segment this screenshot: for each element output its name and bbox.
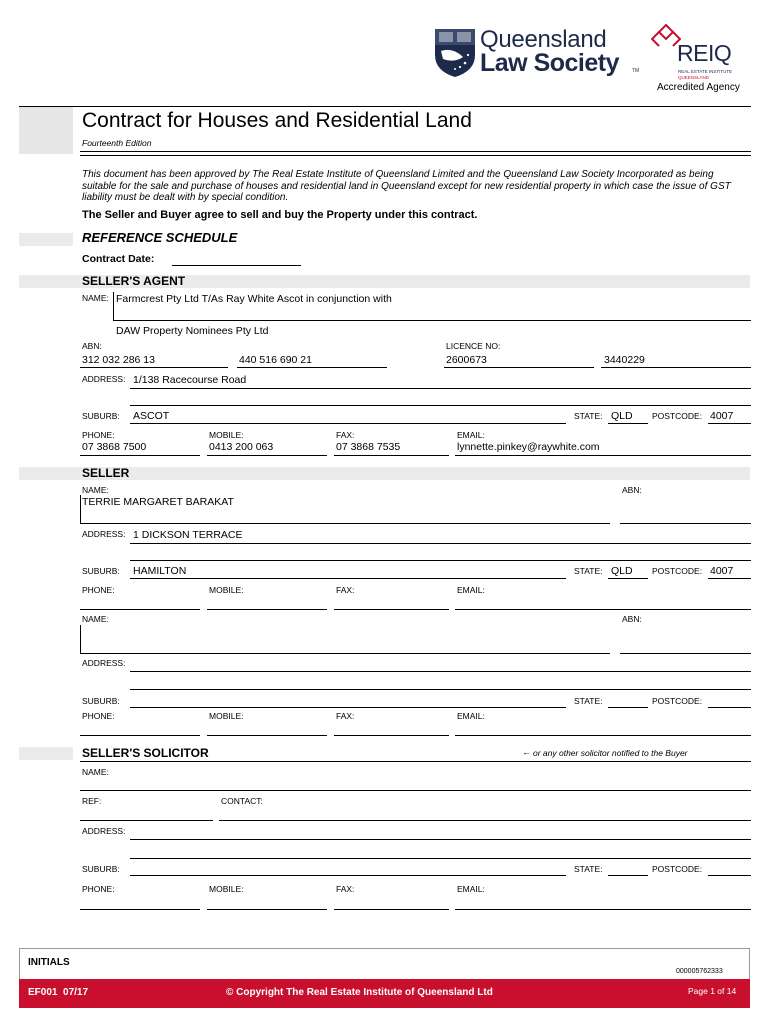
- solicitor-email-label: EMAIL:: [457, 884, 485, 894]
- solicitor-note: or any other solicitor notified to the Buyer: [533, 748, 688, 758]
- solicitor-fax-label: FAX:: [336, 884, 355, 894]
- seller2-phone-label: PHONE:: [82, 711, 115, 721]
- agent-phone-label: PHONE:: [82, 430, 115, 440]
- seller1-phone-field[interactable]: [80, 609, 200, 610]
- seller2-suburb-label: SUBURB:: [82, 696, 120, 706]
- agent-postcode-field[interactable]: [708, 423, 751, 424]
- seller1-suburb: HAMILTON: [133, 565, 187, 577]
- qls-trademark: TM: [632, 68, 640, 74]
- reiq-subtitle-2: QUEENSLAND: [678, 75, 710, 80]
- agent-fax-label: FAX:: [336, 430, 355, 440]
- agent-address-field-2[interactable]: [130, 405, 751, 406]
- qls-crest: [433, 27, 477, 79]
- solicitor-ref-field[interactable]: [80, 820, 213, 821]
- seller2-state-field[interactable]: [608, 707, 648, 708]
- solicitor-state-field[interactable]: [608, 875, 648, 876]
- seller1-postcode: 4007: [710, 565, 734, 577]
- agent-state: QLD: [611, 410, 633, 422]
- seller2-phone-field[interactable]: [80, 735, 200, 736]
- solicitor-mobile-field[interactable]: [207, 909, 327, 910]
- seller1-name-marker: [80, 495, 81, 523]
- agent-name-marker: [113, 292, 114, 320]
- agent-phone: 07 3868 7500: [82, 441, 147, 453]
- solicitor-suburb-field[interactable]: [130, 875, 566, 876]
- agent-suburb-field[interactable]: [130, 423, 566, 424]
- solicitor-name-field[interactable]: [80, 790, 751, 791]
- seller1-postcode-field[interactable]: [708, 578, 751, 579]
- agent-abn-label: ABN:: [82, 341, 102, 351]
- seller2-fax-label: FAX:: [336, 711, 355, 721]
- seller1-postcode-label: POSTCODE:: [652, 566, 703, 576]
- seller2-name-field[interactable]: [80, 653, 610, 654]
- agent-state-field[interactable]: [608, 423, 648, 424]
- agent-abn-1-field[interactable]: [80, 367, 228, 368]
- accredited-agency: Accredited Agency: [657, 82, 740, 93]
- seller2-postcode-label: POSTCODE:: [652, 696, 703, 706]
- solicitor-address-field-2[interactable]: [130, 858, 751, 859]
- seller1-fax-label: FAX:: [336, 585, 355, 595]
- seller2-fax-field[interactable]: [334, 735, 449, 736]
- solicitor-contact-label: CONTACT:: [221, 796, 263, 806]
- solicitor-heading-rule: [80, 761, 751, 762]
- agent-mobile-field[interactable]: [207, 455, 327, 456]
- title-rule-1: [80, 151, 751, 152]
- agent-name-field[interactable]: [113, 320, 751, 321]
- agent-abn-1: 312 032 286 13: [82, 354, 155, 366]
- agent-postcode: 4007: [710, 410, 734, 422]
- agent-name-line2: DAW Property Nominees Pty Ltd: [116, 325, 269, 337]
- seller2-suburb-field[interactable]: [130, 707, 566, 708]
- solicitor-band: [19, 747, 73, 760]
- agent-abn-2-field[interactable]: [237, 367, 387, 368]
- seller1-state-field[interactable]: [608, 578, 648, 579]
- agent-state-label: STATE:: [574, 411, 603, 421]
- seller1-email-field[interactable]: [455, 609, 751, 610]
- agent-name-line1: Farmcrest Pty Ltd T/As Ray White Ascot in conjunction with: [116, 293, 392, 305]
- agent-phone-field[interactable]: [80, 455, 200, 456]
- qls-name-line2: Law Society: [480, 49, 619, 77]
- agent-suburb-label: SUBURB:: [82, 411, 120, 421]
- seller1-address: 1 DICKSON TERRACE: [133, 529, 243, 541]
- solicitor-postcode-field[interactable]: [708, 875, 751, 876]
- seller2-address-label: ADDRESS:: [82, 658, 126, 668]
- qls-name-line1: Queensland: [480, 26, 607, 53]
- agent-suburb: ASCOT: [133, 410, 170, 422]
- solicitor-state-label: STATE:: [574, 864, 603, 874]
- contract-date-field[interactable]: [172, 265, 301, 266]
- agent-name-label: NAME:: [82, 293, 109, 303]
- seller2-name-label: NAME:: [82, 614, 109, 624]
- solicitor-address-field[interactable]: [130, 839, 751, 840]
- page-title: Contract for Houses and Residential Land: [82, 109, 472, 132]
- seller1-mobile-label: MOBILE:: [209, 585, 244, 595]
- document-number: 000005762333: [676, 968, 723, 975]
- seller1-suburb-label: SUBURB:: [82, 566, 120, 576]
- solicitor-note-arrow-icon: ←: [522, 747, 531, 757]
- seller1-address-field[interactable]: [130, 543, 751, 544]
- agent-address: 1/138 Racecourse Road: [133, 374, 247, 386]
- solicitor-address-label: ADDRESS:: [82, 826, 126, 836]
- agent-fax: 07 3868 7535: [336, 441, 401, 453]
- agent-address-label: ADDRESS:: [82, 374, 126, 384]
- agent-licence-label: LICENCE NO:: [446, 341, 501, 351]
- seller1-email-label: EMAIL:: [457, 585, 485, 595]
- intro-text: This document has been approved by The Real Estate Institute of Queensland Limited and the Queensland Law Society Incorporated as being suitable for the sale and purchase of houses and residential land in Queensland except for new residential property in which case the issue of GST liability must be dealt with by special condition.: [82, 169, 731, 203]
- solicitor-fax-field[interactable]: [334, 909, 449, 910]
- solicitor-phone-label: PHONE:: [82, 884, 115, 894]
- seller-heading: SELLER: [82, 466, 130, 480]
- solicitor-ref-label: REF:: [82, 796, 102, 806]
- title-rule-2: [80, 155, 751, 156]
- agent-postcode-label: POSTCODE:: [652, 411, 703, 421]
- seller2-address-field[interactable]: [130, 671, 751, 672]
- solicitor-postcode-label: POSTCODE:: [652, 864, 703, 874]
- solicitor-name-label: NAME:: [82, 767, 109, 777]
- seller1-state: QLD: [611, 565, 633, 577]
- agent-licence-1-field[interactable]: [444, 367, 594, 368]
- agent-licence-2-field[interactable]: [601, 367, 751, 368]
- agent-email-field[interactable]: [455, 455, 751, 456]
- copyright: © Copyright The Real Estate Institute of Queensland Ltd: [226, 987, 493, 998]
- reiq-wordmark: REIQ: [677, 40, 732, 66]
- agent-licence-1: 2600673: [446, 354, 487, 366]
- seller1-address-field-2[interactable]: [130, 560, 751, 561]
- seller1-address-label: ADDRESS:: [82, 529, 126, 539]
- agent-abn-2: 440 516 690 21: [239, 354, 312, 366]
- seller1-name-label: NAME:: [82, 485, 109, 495]
- seller2-address-field-2[interactable]: [130, 689, 751, 690]
- seller1-name: TERRIE MARGARET BARAKAT: [82, 496, 234, 508]
- sellers-agent-heading: SELLER'S AGENT: [82, 274, 186, 288]
- agent-mobile: 0413 200 063: [209, 441, 274, 453]
- contract-date-label: Contract Date:: [82, 253, 155, 265]
- agree-text: The Seller and Buyer agree to sell and buy the Property under this contract.: [82, 209, 478, 221]
- solicitor-mobile-label: MOBILE:: [209, 884, 244, 894]
- seller1-phone-label: PHONE:: [82, 585, 115, 595]
- agent-fax-field[interactable]: [334, 455, 449, 456]
- title-side-block: [19, 107, 73, 154]
- seller1-abn-label: ABN:: [622, 485, 642, 495]
- solicitor-email-field[interactable]: [455, 909, 751, 910]
- seller2-postcode-field[interactable]: [708, 707, 751, 708]
- seller2-mobile-label: MOBILE:: [209, 711, 244, 721]
- seller1-abn-field[interactable]: [620, 523, 751, 524]
- page-number: Page 1 of 14: [688, 986, 737, 996]
- seller2-abn-label: ABN:: [622, 614, 642, 624]
- seller1-name-field[interactable]: [80, 523, 610, 524]
- initials-label: INITIALS: [28, 957, 70, 968]
- initials-box[interactable]: [19, 948, 750, 979]
- solicitor-suburb-label: SUBURB:: [82, 864, 120, 874]
- seller1-state-label: STATE:: [574, 566, 603, 576]
- seller2-email-label: EMAIL:: [457, 711, 485, 721]
- edition: Fourteenth Edition: [82, 138, 152, 148]
- agent-email: lynnette.pinkey@raywhite.com: [457, 441, 600, 453]
- reference-band: [19, 233, 73, 246]
- seller2-mobile-field[interactable]: [207, 735, 327, 736]
- solicitor-contact-field[interactable]: [219, 820, 751, 821]
- seller1-fax-field[interactable]: [334, 609, 449, 610]
- reference-schedule-heading: REFERENCE SCHEDULE: [82, 230, 238, 245]
- agent-licence-2: 3440229: [604, 354, 645, 366]
- seller2-name-marker: [80, 625, 81, 653]
- form-code: EF001 07/17: [28, 987, 89, 998]
- seller2-state-label: STATE:: [574, 696, 603, 706]
- seller2-email-field[interactable]: [455, 735, 751, 736]
- seller1-suburb-field[interactable]: [130, 578, 566, 579]
- agent-mobile-label: MOBILE:: [209, 430, 244, 440]
- title-top-rule: [19, 106, 751, 107]
- agent-email-label: EMAIL:: [457, 430, 485, 440]
- seller2-abn-field[interactable]: [620, 653, 751, 654]
- solicitor-phone-field[interactable]: [80, 909, 200, 910]
- agent-address-field[interactable]: [130, 388, 751, 389]
- reiq-subtitle-1: REAL ESTATE INSTITUTE: [678, 69, 733, 74]
- solicitor-heading: SELLER'S SOLICITOR: [82, 746, 209, 760]
- seller1-mobile-field[interactable]: [207, 609, 327, 610]
